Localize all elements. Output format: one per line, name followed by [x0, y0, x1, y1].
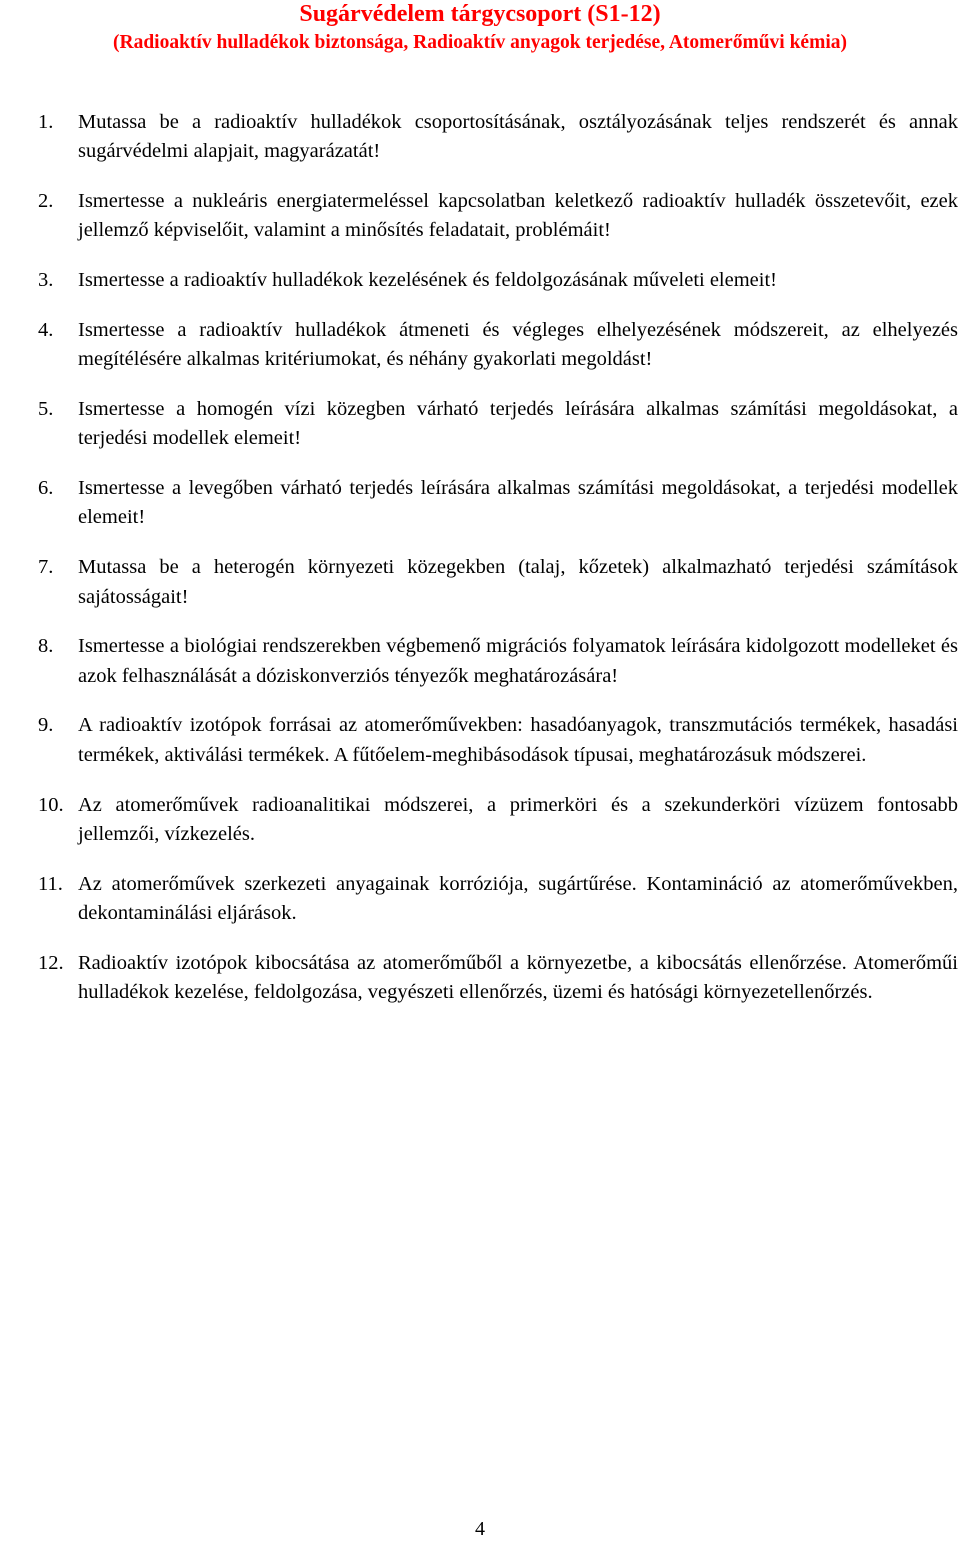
question-item [38, 711, 958, 770]
question-text: Mutassa be a radioaktív hulladékok csoportosításának, osztályozásának teljes rendszerét és annak sugárvédelmi alapjait, magyarázatát! [78, 111, 958, 163]
question-item [38, 474, 958, 533]
question-text: Mutassa be a heterogén környezeti közegekben (talaj, kőzetek) alkalmazható terjedési számítások sajátosságait! [78, 556, 958, 608]
question-item [38, 187, 958, 246]
question-text: Ismertesse a radioaktív hulladékok kezelésének és feldolgozásának műveleti elemeit! [78, 269, 777, 292]
question-text: A radioaktív izotópok forrásai az atomerőművekben: hasadóanyagok, transzmutációs termékek, hasadási termékek, aktiválási termékek. A fűtőelem-meghibásodások típusai, meghatározásuk módszerei. [78, 714, 958, 766]
question-number: 3. [38, 269, 54, 292]
document-header [0, 0, 960, 58]
question-text: Az atomerőművek szerkezeti anyagainak korróziója, sugártűrése. Kontamináció az atomerőművekben, dekontaminálási eljárások. [78, 872, 958, 924]
question-text: Az atomerőművek radioanalitikai módszerei, a primerköri és a szekunderköri vízüzem fontosabb jellemzői, vízkezelés. [78, 793, 958, 845]
document-subtitle: (Radioaktív hulladékok biztonsága, Radioaktív anyagok terjedése, Atomerőművi kémia) [113, 32, 847, 53]
question-number: 4. [38, 318, 54, 341]
question-item [38, 108, 958, 167]
question-number: 11. [38, 872, 63, 895]
question-item [38, 395, 958, 454]
question-number: 7. [38, 556, 54, 579]
question-text: Ismertesse a homogén vízi közegben várható terjedés leírására alkalmas számítási megoldásokat, a terjedési modellek elemeit! [78, 398, 958, 450]
question-number: 2. [38, 190, 54, 213]
question-item [38, 632, 958, 691]
question-text: Ismertesse a biológiai rendszerekben végbemenő migrációs folyamatok leírására kidolgozott modelleket és azok felhasználását a dóziskonverziós tényezők meghatározására! [78, 635, 958, 687]
question-number: 1. [38, 111, 54, 133]
question-text: Radioaktív izotópok kibocsátása az atomerőműből a környezetbe, a kibocsátás ellenőrzése. Atomerőműi hulladékok kezelése, feldolgozása, vegyészeti ellenőrzés, üzemi és hatósági környezetellenőrzés. [78, 951, 958, 1004]
question-number: 9. [38, 714, 54, 737]
question-item [38, 949, 958, 1008]
question-number: 5. [38, 398, 54, 421]
question-text: Ismertesse a radioaktív hulladékok átmeneti és végleges elhelyezésének módszereit, az elhelyezés megítélésére alkalmas kritériumokat, és néhány gyakorlati megoldást! [78, 318, 958, 371]
document-title: Sugárvédelem tárgycsoport (S1-12) [299, 1, 661, 27]
question-number: 12. [38, 951, 64, 974]
question-item [38, 266, 958, 295]
question-item [38, 553, 958, 612]
question-number: 10. [38, 793, 64, 816]
question-text: Ismertesse a levegőben várható terjedés leírására alkalmas számítási megoldásokat, a terjedési modellek elemeit! [78, 477, 958, 529]
question-item [38, 791, 958, 850]
page-number: 4 [475, 1518, 485, 1540]
question-item [38, 870, 958, 929]
question-list [38, 108, 958, 1007]
question-number: 6. [38, 477, 54, 500]
question-text: Ismertesse a nukleáris energiatermeléssel kapcsolatban keletkező radioaktív hulladék összetevőit, ezek jellemző képviselőit, valamint a minősítés feladatait, problémáit! [78, 190, 958, 242]
question-number: 8. [38, 635, 54, 658]
question-item [38, 316, 958, 375]
